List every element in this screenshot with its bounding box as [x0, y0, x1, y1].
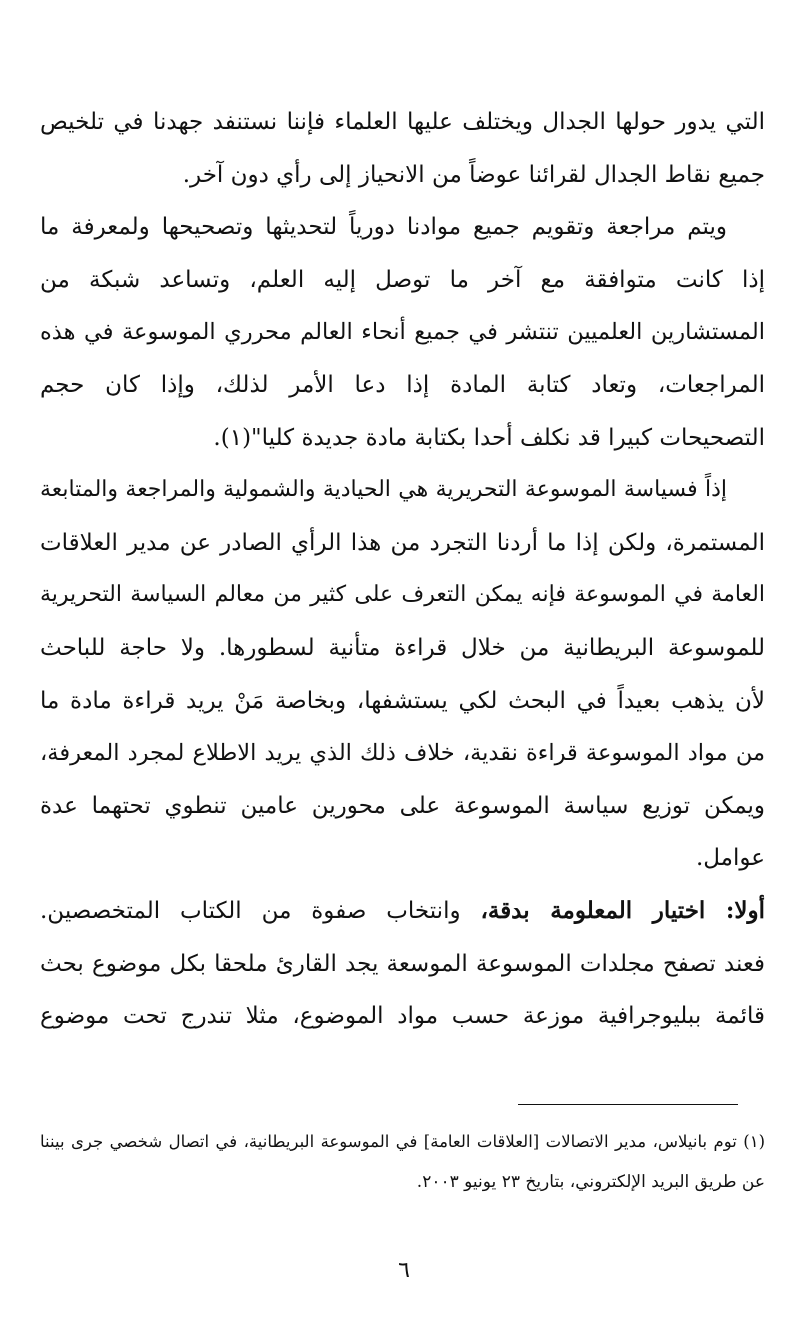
text-line: التي يدور حولها الجدال ويختلف عليها العلماء فإننا نستنفد جهدنا في تلخيص: [40, 109, 765, 135]
text-line: ويمكن توزيع سياسة الموسوعة على محورين عامين تنطوي تحتهما عدة: [40, 792, 765, 819]
text-line: التصحيحات كبيرا قد نكلف أحدا بكتابة مادة جديدة كليا"(١).: [213, 424, 765, 451]
text-line: فعند تصفح مجلدات الموسوعة الموسعة يجد القارئ ملحقا بكل موضوع بحث: [40, 950, 765, 977]
text-line: المراجعات، وتعاد كتابة المادة إذا دعا الأمر لذلك، وإذا كان حجم: [40, 371, 765, 398]
text-line: عوامل.: [695, 845, 765, 872]
text-line: جميع نقاط الجدال لقرائنا عوضاً من الانحياز إلى رأي دون آخر.: [182, 161, 765, 188]
section-heading-rest: وانتخاب صفوة من الكتاب المتخصصين.: [40, 897, 481, 924]
paragraph-start-line: إذاً فسياسة الموسوعة التحريرية هي الحيادية والشمولية والمراجعة والمتابعة: [40, 477, 727, 503]
text-line: المستمرة، ولكن إذا ما أردنا التجرد من هذا الرأي الصادر عن مدير العلاقات: [40, 529, 765, 556]
footnotes: [40, 1122, 765, 1202]
footnote-line: (١) توم بانيلاس، مدير الاتصالات [العلاقات العامة] في الموسوعة البريطانية، في اتصال شخصي جرى بيننا: [40, 1132, 765, 1151]
text-line: إذا كانت متوافقة مع آخر ما توصل إليه العلم، وتساعد شبكة من: [40, 266, 765, 293]
main-text: [40, 96, 765, 1043]
text-line: للموسوعة البريطانية من خلال قراءة متأنية لسطورها. ولا حاجة للباحث: [40, 634, 765, 661]
footnote-line: عن طريق البريد الإلكتروني، بتاريخ ٢٣ يونيو ٢٠٠٣.: [416, 1172, 765, 1192]
text-line: من مواد الموسوعة قراءة نقدية، خلاف ذلك الذي يريد الاطلاع لمجرد المعرفة،: [40, 740, 765, 767]
text-line: العامة في الموسوعة فإنه يمكن التعرف على كثير من معالم السياسة التحريرية: [40, 582, 765, 608]
text-line: قائمة ببليوجرافية موزعة حسب مواد الموضوع، مثلا تندرج تحت موضوع: [40, 1003, 765, 1030]
paragraph-start-line: ويتم مراجعة وتقويم جميع موادنا دورياً لتحديثها وتصحيحها ولمعرفة ما: [40, 214, 727, 241]
footnote-separator: [518, 1104, 738, 1105]
section-heading-label: أولا: اختيار المعلومة بدقة،: [480, 896, 765, 924]
page-number: ٦: [398, 1258, 410, 1283]
section-heading-line: [40, 885, 765, 938]
text-line: المستشارين العلميين تنتشر في جميع أنحاء العالم محرري الموسوعة في هذه: [40, 319, 765, 346]
text-line: لأن يذهب بعيداً في البحث لكي يستشفها، وبخاصة مَنْ يريد قراءة مادة ما: [40, 687, 765, 714]
